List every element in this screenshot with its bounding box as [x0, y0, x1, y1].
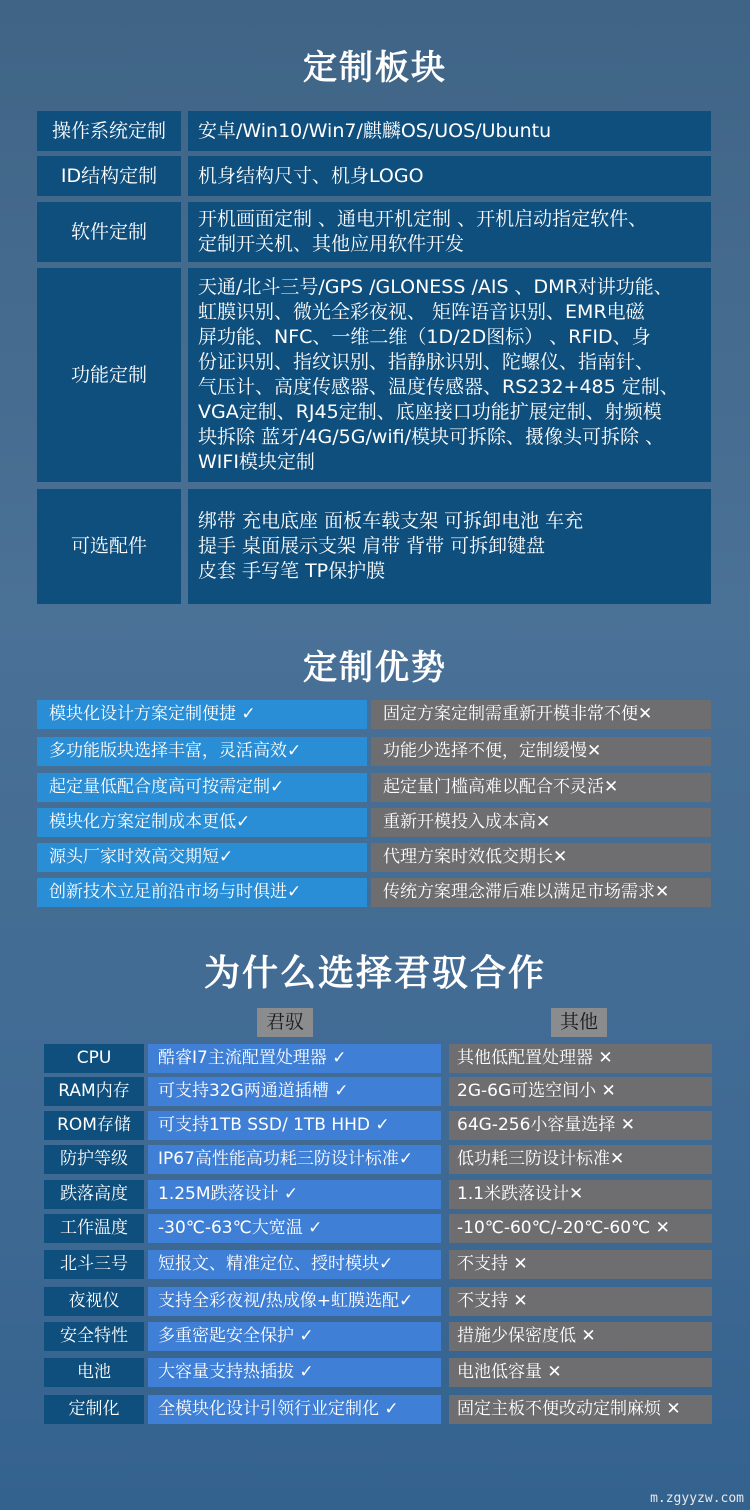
comparison-row-junyu: -30℃-63℃大宽温 ✓ — [148, 1214, 441, 1243]
module-content-line: 屏功能、NFC、一维二维（1D/2D图标） 、RFID、身 — [198, 326, 651, 348]
comparison-row-label: RAM内存 — [44, 1077, 144, 1106]
comparison-row-others: 低功耗三防设计标准✕ — [449, 1145, 712, 1174]
module-content-line: 定制开关机、其他应用软件开发 — [198, 233, 465, 255]
module-content-line: 块拆除 蓝牙/4G/5G/wifi/模块可拆除、摄像头可拆除 、 — [198, 426, 665, 448]
module-content-accessories — [188, 489, 711, 604]
comparison-row-junyu: 1.25M跌落设计 ✓ — [148, 1180, 441, 1209]
advantage-bad-item: 传统方案理念滞后难以满足市场需求✕ — [371, 878, 711, 907]
comparison-row-others: 电池低容量 ✕ — [449, 1358, 712, 1387]
comparison-row-junyu: 可支持1TB SSD/ 1TB HHD ✓ — [148, 1111, 441, 1140]
comparison-row-others: 措施少保密度低 ✕ — [449, 1322, 712, 1351]
module-content-line: 机身结构尺寸、机身LOGO — [198, 164, 424, 187]
column-header-others: 其他 — [551, 1008, 607, 1037]
comparison-row-junyu: 酷睿I7主流配置处理器 ✓ — [148, 1044, 441, 1073]
comparison-row-others: 2G-6G可选空间小 ✕ — [449, 1077, 712, 1106]
comparison-row-others: 64G-256小容量选择 ✕ — [449, 1111, 712, 1140]
module-content-software — [188, 202, 711, 262]
module-label-software: 软件定制 — [37, 202, 181, 262]
module-content-line: 天通/北斗三号/GPS /GLONESS /AIS 、DMR对讲功能、 — [198, 276, 673, 298]
module-content-line: 提手 桌面展示支架 肩带 背带 可拆卸键盘 — [198, 535, 546, 557]
module-content-os — [188, 111, 711, 151]
comparison-row-others: 1.1米跌落设计✕ — [449, 1180, 712, 1209]
advantage-bad-item: 功能少选择不便，定制缓慢✕ — [371, 737, 711, 766]
module-label-accessories: 可选配件 — [37, 489, 181, 604]
advantage-good-item: 起定量低配合度高可按需定制✓ — [37, 773, 367, 802]
module-content-line: 气压计、高度传感器、温度传感器、RS232+485 定制、 — [198, 376, 679, 398]
comparison-row-junyu: 短报文、精准定位、授时模块✓ — [148, 1250, 441, 1279]
comparison-row-junyu: 全模块化设计引领行业定制化 ✓ — [148, 1395, 441, 1424]
comparison-row-others: 不支持 ✕ — [449, 1287, 712, 1316]
advantage-bad-item: 重新开模投入成本高✕ — [371, 808, 711, 837]
comparison-row-label: 定制化 — [44, 1395, 144, 1424]
section-title-why-choose: 为什么选择君驭合作 — [203, 953, 546, 994]
comparison-row-junyu: 支持全彩夜视/热成像+虹膜选配✓ — [148, 1287, 441, 1316]
module-content-line: 虹膜识别、微光全彩夜视、 矩阵语音识别、EMR电磁 — [198, 301, 645, 323]
column-header-junyu: 君驭 — [257, 1008, 313, 1037]
section-title-advantages: 定制优势 — [303, 648, 447, 688]
module-label-function: 功能定制 — [37, 268, 181, 482]
comparison-row-label: CPU — [44, 1044, 144, 1073]
advantage-good-item: 源头厂家时效高交期短✓ — [37, 843, 367, 872]
comparison-row-others: 固定主板不便改动定制麻烦 ✕ — [449, 1395, 712, 1424]
advantage-bad-item: 代理方案时效低交期长✕ — [371, 843, 711, 872]
comparison-row-junyu: 可支持32G两通道插槽 ✓ — [148, 1077, 441, 1106]
module-content-line: 皮套 手写笔 TP保护膜 — [198, 560, 386, 582]
comparison-row-junyu: 大容量支持热插拔 ✓ — [148, 1358, 441, 1387]
module-label-os: 操作系统定制 — [37, 111, 181, 151]
comparison-row-label: 北斗三号 — [44, 1250, 144, 1279]
advantage-bad-item: 固定方案定制需重新开模非常不便✕ — [371, 700, 711, 729]
module-content-line: 开机画面定制 、通电开机定制 、开机启动指定软件、 — [198, 208, 648, 230]
module-content-function — [188, 268, 711, 482]
module-content-line: WIFI模块定制 — [198, 451, 315, 473]
comparison-row-label: 夜视仪 — [44, 1287, 144, 1316]
advantage-good-item: 模块化设计方案定制便捷 ✓ — [37, 700, 367, 729]
comparison-row-others: -10℃-60℃/-20℃-60℃ ✕ — [449, 1214, 712, 1243]
comparison-row-others: 不支持 ✕ — [449, 1250, 712, 1279]
advantage-bad-item: 起定量门槛高难以配合不灵活✕ — [371, 773, 711, 802]
advantage-good-item: 模块化方案定制成本更低✓ — [37, 808, 367, 837]
advantage-good-item: 多功能版块选择丰富，灵活高效✓ — [37, 737, 367, 766]
watermark: m.zgyyzw.com — [650, 1491, 744, 1506]
module-content-id — [188, 156, 711, 196]
module-label-id: ID结构定制 — [37, 156, 181, 196]
comparison-row-label: 防护等级 — [44, 1145, 144, 1174]
comparison-row-junyu: IP67高性能高功耗三防设计标准✓ — [148, 1145, 441, 1174]
comparison-row-label: 安全特性 — [44, 1322, 144, 1351]
comparison-row-others: 其他低配置处理器 ✕ — [449, 1044, 712, 1073]
comparison-row-label: 电池 — [44, 1358, 144, 1387]
module-content-line: 份证识别、指纹识别、指静脉识别、陀螺仪、指南针、 — [198, 351, 655, 373]
comparison-row-label: 跌落高度 — [44, 1180, 144, 1209]
comparison-row-label: 工作温度 — [44, 1214, 144, 1243]
advantage-good-item: 创新技术立足前沿市场与时俱进✓ — [37, 878, 367, 907]
module-content-line: 安卓/Win10/Win7/麒麟OS/UOS/Ubuntu — [198, 119, 552, 142]
comparison-row-label: ROM存储 — [44, 1111, 144, 1140]
module-content-line: 绑带 充电底座 面板车载支架 可拆卸电池 车充 — [198, 510, 584, 532]
module-content-line: VGA定制、RJ45定制、底座接口功能扩展定制、射频模 — [198, 401, 662, 423]
section-title-custom-modules: 定制板块 — [303, 48, 447, 88]
comparison-row-junyu: 多重密匙安全保护 ✓ — [148, 1322, 441, 1351]
